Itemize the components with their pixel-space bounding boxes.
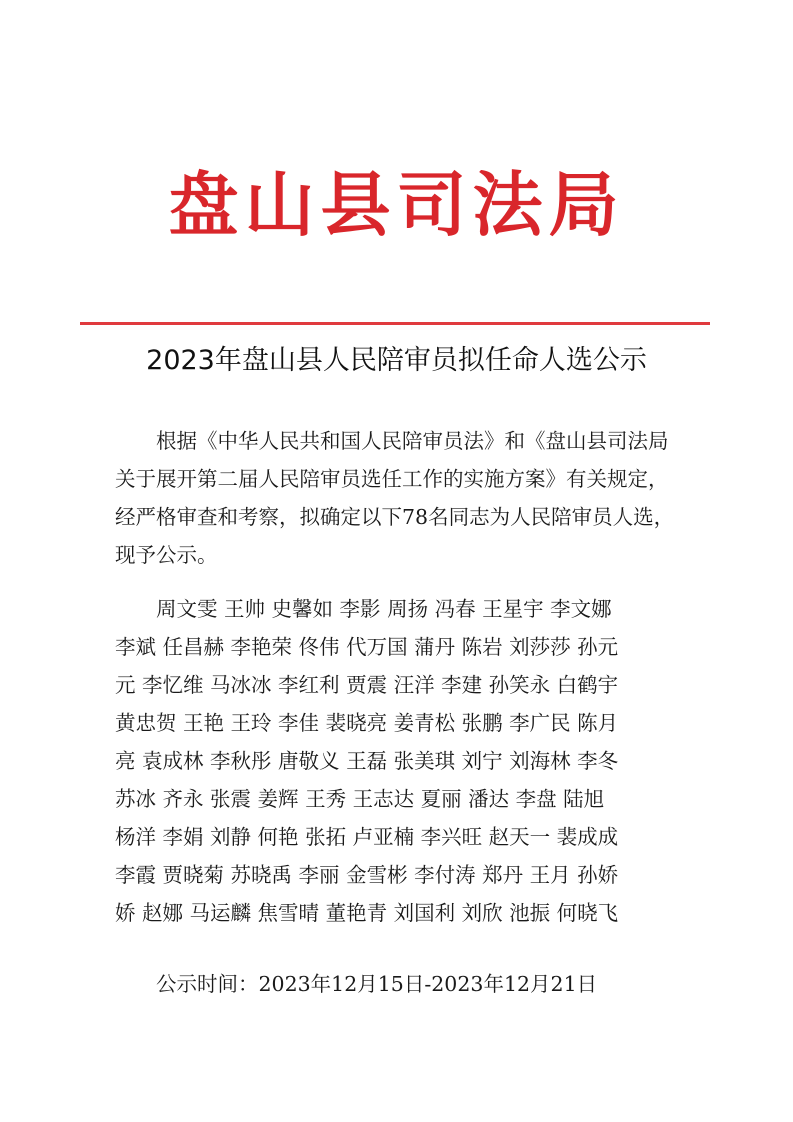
- body-line: 经严格审查和考察，拟确定以下78名同志为人民陪审员人选，: [115, 505, 675, 529]
- notice-period: 公示时间：2023年12月15日-2023年12月21日: [156, 972, 598, 996]
- letterhead-title: 盘山县司法局: [168, 163, 625, 246]
- names-line: 亮 袁成林 李秋彤 唐敬义 王磊 张美琪 刘宁 刘海林 李冬: [115, 749, 619, 773]
- names-line: 李斌 任昌赫 李艳荣 佟伟 代万国 蒲丹 陈岩 刘莎莎 孙元: [115, 635, 619, 659]
- body-line: 现予公示。: [115, 543, 218, 567]
- names-line: 苏冰 齐永 张震 姜辉 王秀 王志达 夏丽 潘达 李盘 陆旭: [115, 787, 605, 811]
- names-line: 李霞 贾晓菊 苏晓禹 李丽 金雪彬 李付涛 郑丹 王月 孙娇: [115, 863, 619, 887]
- letterhead-divider: [80, 322, 710, 325]
- names-line: 娇 赵娜 马运麟 焦雪晴 董艳青 刘国利 刘欣 池振 何晓飞: [115, 901, 619, 925]
- names-line: 杨洋 李娟 刘静 何艳 张拓 卢亚楠 李兴旺 赵天一 裴成成: [115, 825, 619, 849]
- names-line: 周文雯 王帅 史馨如 李影 周扬 冯春 王星宇 李文娜: [156, 597, 612, 621]
- document-title: 2023年盘山县人民陪审员拟任命人选公示: [146, 345, 647, 376]
- names-line: 黄忠贺 王艳 王玲 李佳 裴晓亮 姜青松 张鹏 李广民 陈月: [115, 711, 619, 735]
- names-line: 元 李忆维 马冰冰 李红利 贾震 汪洋 李建 孙笑永 白鹤宇: [115, 673, 619, 697]
- body-line: 根据《中华人民共和国人民陪审员法》和《盘山县司法局: [156, 429, 669, 453]
- body-line: 关于展开第二届人民陪审员选任工作的实施方案》有关规定，: [115, 467, 669, 491]
